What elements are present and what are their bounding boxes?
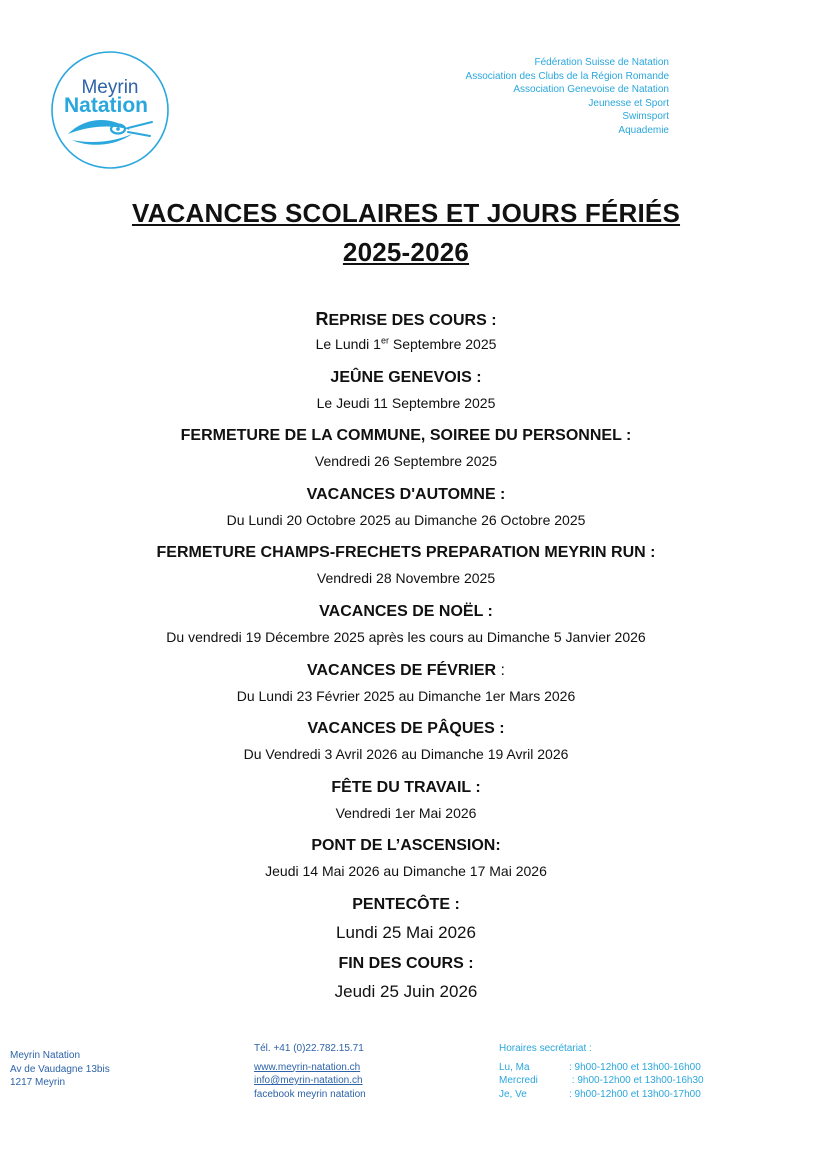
events-list [0,305,812,1008]
event-fermeture-champs-frechets [0,539,812,598]
footer-hours [499,1042,704,1101]
hours-days: Je, Ve [499,1088,527,1100]
fish-icon [68,120,152,145]
event-vacances-fevrier [0,657,812,716]
affiliation-item: Association des Clubs de la Région Romande [465,70,669,82]
address-line: 1217 Meyrin [10,1077,66,1088]
event-date: Vendredi 26 Septembre 2025 [314,453,498,470]
event-pentecote [0,891,812,950]
event-label: PONT DE L’ASCENSION: [311,837,501,855]
event-label: FÊTE DU TRAVAIL : [331,778,481,796]
logo-text-meyrin: Meyrin [81,77,139,98]
event-label: VACANCES D'AUTOMNE : [306,485,506,503]
event-label: JEÛNE GENEVOIS : [330,368,482,386]
phone-number: Tél. +41 (0)22.782.15.71 [254,1043,364,1054]
hours-time: : 9h00-12h00 et 13h00-17h00 [569,1088,701,1100]
event-jeune-genevois [0,364,812,423]
event-label: FIN DES COURS : [338,954,474,972]
document-title: VACANCES SCOLAIRES ET JOURS FÉRIÉS [131,198,681,228]
hours-days: Lu, Ma [499,1061,530,1073]
event-fete-du-travail [0,774,812,833]
event-date: Jeudi 14 Mai 2026 au Dimanche 17 Mai 2026 [265,863,547,880]
event-pont-ascension [0,832,812,891]
event-date: Vendredi 28 Novembre 2025 [316,570,496,587]
event-date: Du Vendredi 3 Avril 2026 au Dimanche 19 Avril 2026 [243,746,569,763]
address-line: Meyrin Natation [10,1050,81,1061]
event-vacances-automne [0,481,812,540]
footer-address [10,1049,110,1090]
website-link[interactable]: www.meyrin-natation.ch [254,1061,361,1073]
event-date: Vendredi 1er Mai 2026 [335,804,477,821]
event-label: FERMETURE CHAMPS-FRECHETS PREPARATION MEYRIN RUN : [156,544,656,562]
event-date: Jeudi 25 Juin 2026 [334,981,478,1001]
affiliation-item: Aquademie [618,124,669,136]
logo-text-natation: Natation [64,94,148,117]
hours-row [499,1074,704,1088]
address-line: Av de Vaudagne 13bis [10,1063,110,1075]
event-vacances-paques [0,715,812,774]
event-date: Du vendredi 19 Décembre 2025 après les cours au Dimanche 5 Janvier 2026 [166,628,646,645]
hours-row [499,1088,704,1102]
event-date: Du Lundi 23 Février 2025 au Dimanche 1er Mars 2026 [236,687,576,704]
affiliation-item: Swimsport [622,111,669,122]
event-label: VACANCES DE FÉVRIER : [307,661,505,679]
event-label: VACANCES DE PÂQUES : [307,720,505,738]
affiliation-item: Jeunesse et Sport [588,97,669,109]
event-fin-des-cours [0,950,812,1009]
logo-emblem [50,50,170,170]
event-label: REPRISE DES COURS : [315,309,497,329]
hours-time: : 9h00-12h00 et 13h00-16h00 [569,1061,701,1073]
event-vacances-noel [0,598,812,657]
hours-title: Horaires secrétariat : [499,1043,592,1054]
event-fermeture-commune [0,422,812,481]
event-label: PENTECÔTE : [352,895,460,913]
event-date: Le Lundi 1er Septembre 2025 [315,335,497,352]
footer-contact [254,1042,366,1101]
email-link[interactable]: info@meyrin-natation.ch [254,1075,363,1086]
hours-time: : 9h00-12h00 et 13h00-16h30 [569,1075,704,1086]
document-year: 2025-2026 [342,237,470,267]
event-label: FERMETURE DE LA COMMUNE, SOIREE DU PERSONNEL : [180,427,632,445]
hours-row [499,1061,704,1075]
event-date: Du Lundi 20 Octobre 2025 au Dimanche 26 Octobre 2025 [226,511,586,528]
hours-days: Mercredi [499,1075,538,1086]
affiliation-item: Fédération Suisse de Natation [534,57,669,68]
affiliations-list [466,56,669,137]
facebook-text: facebook meyrin natation [254,1088,366,1100]
affiliation-item: Association Genevoise de Natation [513,84,669,95]
event-date: Le Jeudi 11 Septembre 2025 [316,394,496,411]
event-reprise-des-cours [0,305,812,364]
event-label: VACANCES DE NOËL : [319,602,493,620]
meyrin-natation-logo [50,50,170,170]
event-date: Lundi 25 Mai 2026 [336,922,476,942]
